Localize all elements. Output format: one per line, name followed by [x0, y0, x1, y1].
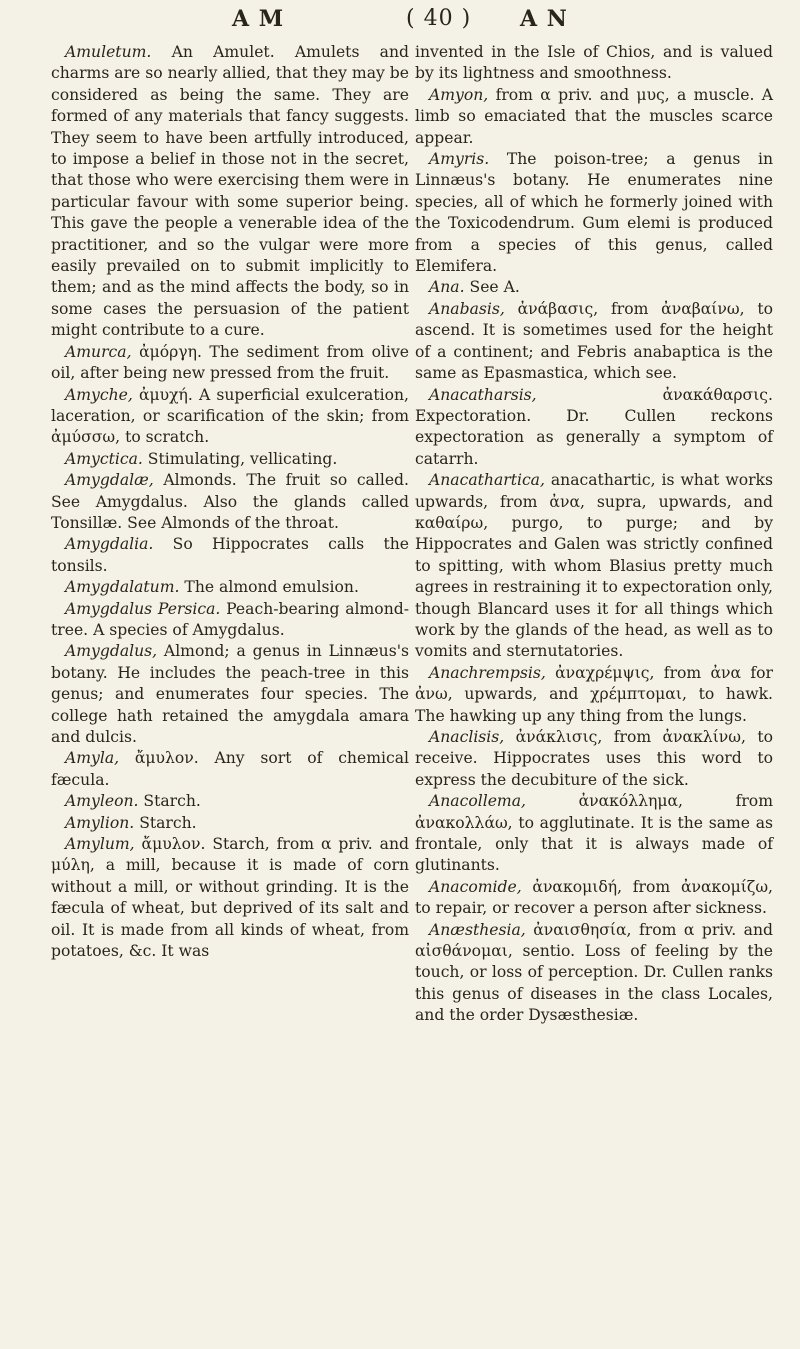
entry-headword: Amyleon. [65, 792, 139, 811]
entry-headword: Amygdalus Persica. [65, 599, 221, 618]
right-entry [415, 727, 773, 791]
right-entry [415, 42, 773, 85]
left-entry [51, 599, 409, 642]
entry-definition: Peach-bearing almond-tree. A species of Amygdalus. [51, 599, 409, 639]
entry-definition: Almonds. The fruit so called. See Amygdalus. Also the glands called Tonsillæ. See Almonds of the throat. [51, 471, 409, 532]
left-entry [51, 385, 409, 449]
entry-headword: Anacollema, [429, 792, 526, 811]
right-column [415, 42, 773, 1027]
right-entry [415, 277, 773, 298]
left-entry [51, 534, 409, 577]
entry-headword: Amylum, [65, 835, 135, 854]
left-entry [51, 449, 409, 470]
left-entry [51, 791, 409, 812]
entry-definition: Starch. [134, 813, 197, 832]
left-entry [51, 813, 409, 834]
page-header [0, 6, 800, 36]
left-entry [51, 577, 409, 598]
right-entry [415, 149, 773, 277]
entry-definition: So Hippocrates calls the tonsils. [51, 535, 409, 575]
left-entry [51, 342, 409, 385]
entry-headword: Amurca, [65, 342, 132, 361]
right-entry [415, 299, 773, 385]
right-entry [415, 85, 773, 149]
entry-definition: See A. [464, 278, 520, 297]
entry-headword: Amyctica. [65, 449, 143, 468]
entry-definition: ἄμυλον. Any sort of chemical fæcula. [51, 749, 409, 789]
entry-headword: Anacathartica, [429, 471, 545, 490]
left-entry [51, 42, 409, 342]
header-right-guide-word: A N [520, 6, 568, 32]
entry-definition: ἀνάβασις, from ἀναβαίνω, to ascend. It is sometimes used for the height of a continent; and Febris anabaptica is the same as Epasmastica, which see. [415, 299, 773, 383]
entry-definition: ἀνακόλλημα, from ἀνακολλάω, to agglutinate. It is the same as frontale, only that it is always made of glutinants. [415, 792, 773, 875]
right-entry [415, 920, 773, 1027]
entry-definition: anacathartic, is what works upwards, from ἀνα, supra, upwards, and καθαίρω, purgo, to purge; and by Hippocrates and Galen was strictly confined to spitting, with whom Blasius pretty much agrees in restraining it to expectoration only, though Blancard uses it for all things which work by the glands of the head, as well as to vomits and sternutatories. [415, 471, 773, 661]
entry-definition: from α priv. and μυς, a muscle. A limb so emaciated that the muscles scarce appear. [415, 85, 773, 147]
entry-headword: Anaclisis, [429, 728, 505, 746]
entry-headword: Ana. [429, 278, 465, 297]
entry-headword: Anacomide, [429, 877, 522, 896]
entry-definition: ἀμόργη. The sediment from olive oil, after being new pressed from the fruit. [51, 342, 409, 383]
entry-definition: ἀμυχή. A superficial exulceration, laceration, or scarification of the skin; from ἀμύσσω, to scratch. [51, 385, 409, 447]
entry-headword: Amyche, [65, 385, 133, 404]
entry-definition: ἀναχρέμψις, from ἀνα for ἀνω, upwards, and χρέμπτομαι, to hawk. The hawking up any thing from the lungs. [415, 663, 773, 725]
entry-definition: invented in the Isle of Chios, and is valued by its lightness and smoothness. [415, 43, 773, 83]
entry-definition: The almond emulsion. [179, 578, 359, 597]
entry-headword: Anabasis, [429, 299, 505, 318]
entry-headword: Amuletum. [65, 43, 152, 61]
entry-headword: Amygdalæ, [65, 471, 154, 490]
left-column [51, 42, 409, 962]
left-entry [51, 834, 409, 962]
left-entry [51, 470, 409, 534]
entry-headword: Anachrempsis, [429, 663, 546, 682]
entry-headword: Anacatharsis, [429, 385, 537, 404]
entry-definition: ἀναισθησία, from α priv. and αἰσθάνομαι, sentio. Loss of feeling by the touch, or loss of perception. Dr. Cullen ranks this genus of diseases in the class Locales, and the order Dysæsthesiæ. [415, 920, 773, 1025]
entry-definition: The poison-tree; a genus in Linnæus's botany. He enumerates nine species, all of which he formerly joined with the Toxicodendrum. Gum elemi is produced from a species of this genus, called Elemifera. [415, 150, 773, 276]
left-entry [51, 641, 409, 748]
right-entry [415, 791, 773, 877]
right-entry [415, 877, 773, 920]
entry-headword: Amygdalatum. [65, 578, 180, 597]
entry-headword: Amylion. [65, 813, 135, 832]
right-entry [415, 385, 773, 471]
header-left-guide-word: A M [232, 6, 285, 32]
left-entry [51, 748, 409, 791]
entry-headword: Amygdalia. [65, 535, 154, 554]
entry-definition: Stimulating, vellicating. [142, 449, 338, 468]
entry-definition: Almond; a genus in Linnæus's botany. He includes the peach-tree in this genus; and enumerates four species. The college hath retained the amygdala amara and dulcis. [51, 642, 409, 746]
entry-headword: Amygdalus, [65, 642, 158, 661]
entry-definition: ἄμυλον. Starch, from α priv. and μύλη, a mill, because it is made of corn without a mill, or without grinding. It is the fæcula of wheat, but deprived of its salt and oil. It is made from all kinds of wheat, from potatoes, &c. It was [51, 835, 409, 961]
entry-headword: Amyris. [429, 150, 490, 169]
page-number: ( 40 ) [406, 6, 472, 31]
right-entry [415, 663, 773, 727]
right-entry [415, 470, 773, 663]
entry-definition: ἀνάκλισις, from ἀνακλίνω, to receive. Hippocrates uses this word to express the decubiture of the sick. [415, 728, 773, 789]
entry-headword: Amyla, [65, 749, 120, 768]
entry-definition: Starch. [138, 792, 201, 811]
entry-definition: ἀνακομιδή, from ἀνακομίζω, to repair, or recover a person after sickness. [415, 877, 773, 918]
entry-definition: An Amulet. Amulets and charms are so nearly allied, that they may be considered as being the same. They are formed of any materials that fancy suggests. They seem to have been artfully introduced, to impose a belief in those not in the secret, that those who were exercising them were in particular favour with some superior being. This gave the people a venerable idea of the practitioner, and so the vulgar were more easily prevailed on to submit implicitly to them; and as the mind affects the body, so in some cases the persuasion of the patient might contribute to a cure. [51, 43, 409, 340]
entry-headword: Amyon, [429, 85, 489, 104]
entry-headword: Anæsthesia, [429, 920, 526, 939]
entry-definition: ἀνακάθαρσις. Expectoration. Dr. Cullen reckons expectoration as generally a symptom of catarrh. [415, 385, 773, 468]
